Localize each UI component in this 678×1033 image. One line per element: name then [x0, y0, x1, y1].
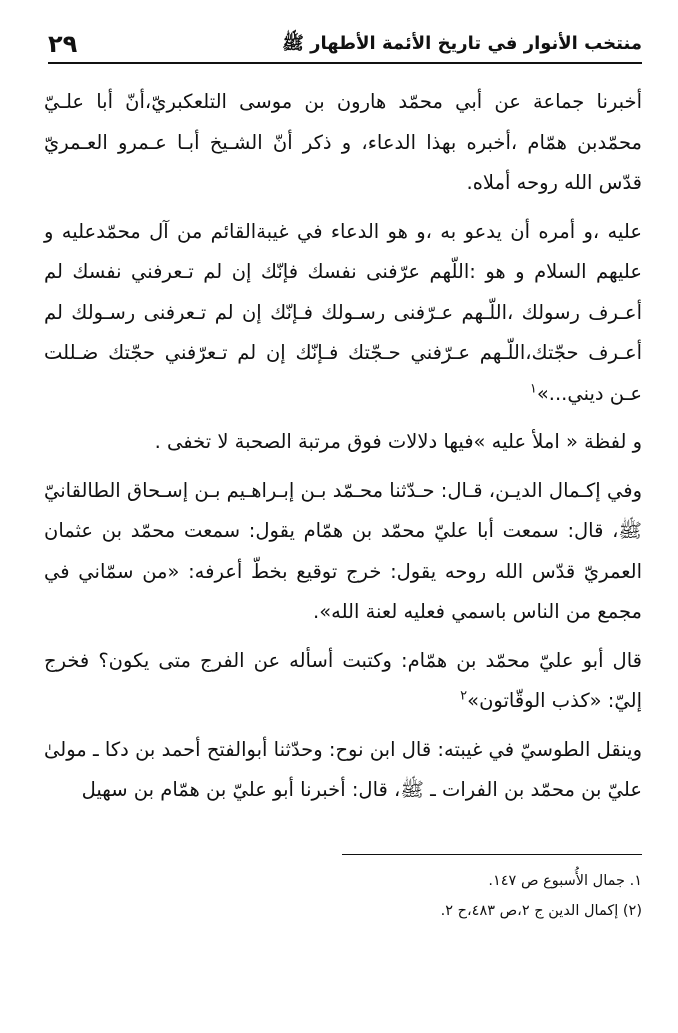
footnote: ١. جمال الأُسبوع ص ١٤٧.: [488, 873, 642, 889]
paragraph: [44, 212, 642, 415]
footnotes: [44, 866, 642, 926]
paragraph: [44, 641, 642, 722]
footnote-divider: [342, 854, 642, 855]
body-text: [44, 82, 642, 819]
paragraph: وينقل الطوسيّ في غيبته: قال ابن نوح: وحدّثنا أبوالفتح أحمد بن دكا ـ مولىٰ عليّ بن محمّد بن الفرات ـ ﷺ، قال: أخبرنا أبو عليّ بن همّام بن سهيل: [44, 737, 642, 801]
paragraph: وفي إكـمال الديـن، قـال: حـدّثنا محـمّد بـن إبـراهـيم بـن إسـحاق الطالقانيّ ﷺ، قال: سمعت أبا عليّ محمّد بن همّام يقول: سمعت محمّد بن عثمان العمريّ قدّس الله روحه يقول: خرج توقيع بخطّ أعرفه: «من سمّاني في مجمع من الناس باسمي فعليه لعنة الله».: [44, 478, 642, 623]
paragraph: و لفظة « املأ عليه »فيها دلالات فوق مرتبة الصحبة لا تخفى .: [154, 430, 642, 453]
paragraph-text: قال أبو عليّ محمّد بن همّام: وكتبت أسأله عن الفرج متى يكون؟ فخرج إليّ: «كذب الوقّاتون»: [44, 648, 642, 712]
running-header: [48, 30, 642, 64]
page-number: ٢٩: [48, 30, 78, 58]
paragraph: أخبرنا جماعة عن أبي محمّد هارون بن موسى التلعكبريّ،أنّ أبا علـيّ محمّدبن همّام ،أخبره بهذا الدعاء، و ذكر أنّ الشـيخ أبـا عـمرو العـمريّ قدّس الله روحه أملاه.: [44, 90, 642, 194]
footnote-ref: ١: [529, 381, 537, 396]
book-title: منتخب الأنوار في تاريخ الأئمة الأطهار ﷺ: [282, 33, 642, 54]
footnote-ref: ٢: [460, 688, 468, 704]
paragraph-text: عليه ،و أمره أن يدعو به ،و هو الدعاء في غيبةالقائم من آل محمّدعليه و عليهم السلام و هو :اللّهم عرّفنى نفسك فإنّك إن لم تـعرفني نفسك لم أعـرف رسولك ،اللّـهم عـرّفنى رسـولك فـإنّك إن لم تـعرفنى رسـولك لم أعـرف حجّتك،اللّـهم عـرّفني حـجّتك فـإنّك إن لم تـعرّفني حجّتك ضـللت عـن ديني...»: [44, 219, 642, 405]
footnote: (٢) إكمال الدين ج ٢،ص ٤٨٣،ح ٢.: [440, 903, 642, 919]
